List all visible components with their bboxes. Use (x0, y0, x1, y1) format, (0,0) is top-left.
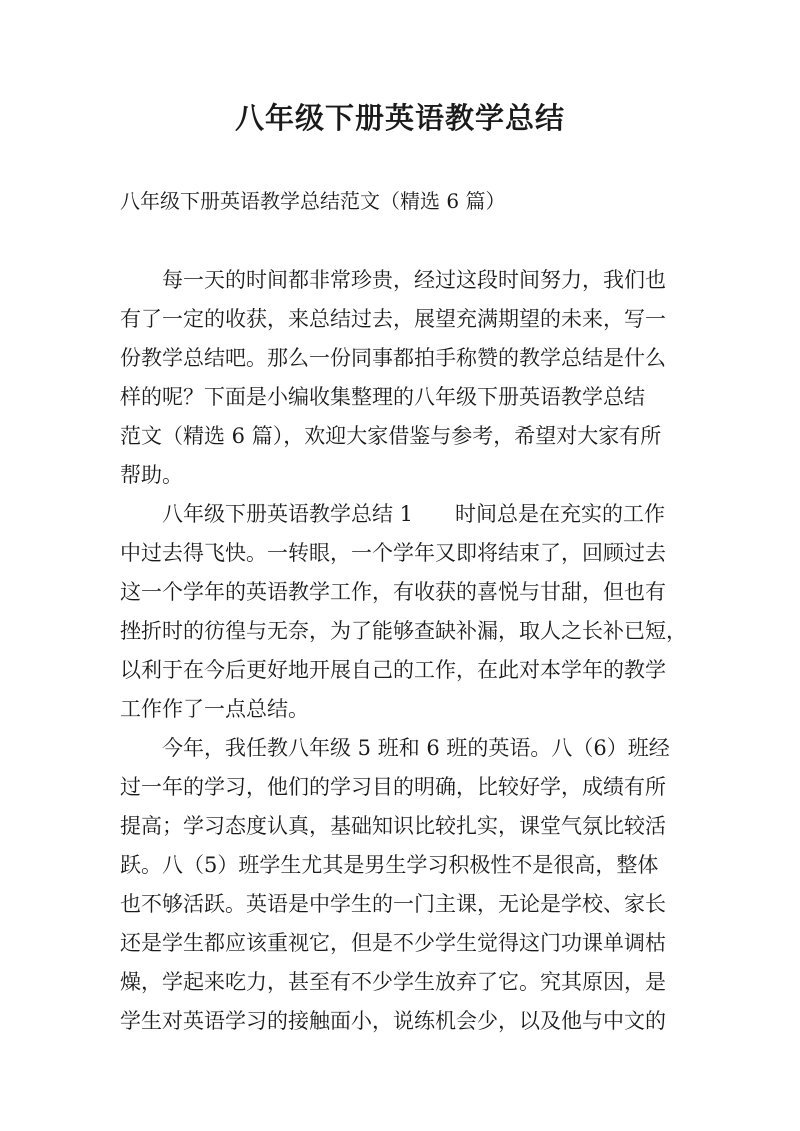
paragraph-line: 范文（精选 6 篇），欢迎大家借鉴与参考，希望对大家有所 (120, 424, 662, 448)
section-heading-line (120, 495, 680, 534)
paragraph-line: 过一年的学习，他们的学习目的明确，比较好学，成绩有所 (120, 775, 666, 799)
paragraph-line: 也不够活跃。英语是中学生的一门主课，无论是学校、家长 (120, 892, 666, 916)
paragraph-line: 燥，学起来吃力，甚至有不少学生放弃了它。究其原因，是 (120, 970, 666, 994)
section-heading: 八年级下册英语教学总结 1 (162, 502, 414, 526)
paragraph-line: 今年，我任教八年级 5 班和 6 班的英语。八（6）班经 (162, 736, 670, 760)
paragraph-line: 学生对英语学习的接触面小，说练机会少，以及他与中文的 (120, 1009, 666, 1033)
document-subtitle: 八年级下册英语教学总结范文（精选 6 篇） (120, 189, 506, 213)
paragraph-line: 挫折时的彷徨与无奈，为了能够查缺补漏，取人之长补已短， (120, 619, 687, 643)
document-title: 八年级下册英语教学总结 (234, 101, 565, 135)
paragraph-line: 工作作了一点总结。 (120, 697, 309, 721)
paragraph-line: 提高；学习态度认真，基础知识比较扎实，课堂气氛比较活 (120, 814, 666, 838)
paragraph-line: 还是学生都应该重视它，但是不少学生觉得这门功课单调枯 (120, 931, 666, 955)
paragraph-line: 跃。八（5）班学生尤其是男生学习积极性不是很高，整体 (120, 853, 659, 877)
paragraph-line: 份教学总结吧。那么一份同事都拍手称赞的教学总结是什么 (120, 346, 666, 370)
paragraph-line: 中过去得飞快。一转眼，一个学年又即将结束了，回顾过去 (120, 541, 666, 565)
paragraph-line: 每一天的时间都非常珍贵，经过这段时间努力，我们也 (162, 268, 666, 292)
paragraph-line: 以利于在今后更好地开展自己的工作，在此对本学年的教学 (120, 658, 666, 682)
document-body (120, 261, 687, 1041)
paragraph-line: 样的呢？下面是小编收集整理的八年级下册英语教学总结 (120, 385, 645, 409)
paragraph-line-start: 时间总是在充实的工作 (455, 502, 666, 526)
paragraph-line: 帮助。 (120, 463, 183, 487)
paragraph-line: 有了一定的收获，来总结过去，展望充满期望的未来，写一 (120, 307, 666, 331)
paragraph-line: 这一个学年的英语教学工作，有收获的喜悦与甘甜，但也有 (120, 580, 666, 604)
